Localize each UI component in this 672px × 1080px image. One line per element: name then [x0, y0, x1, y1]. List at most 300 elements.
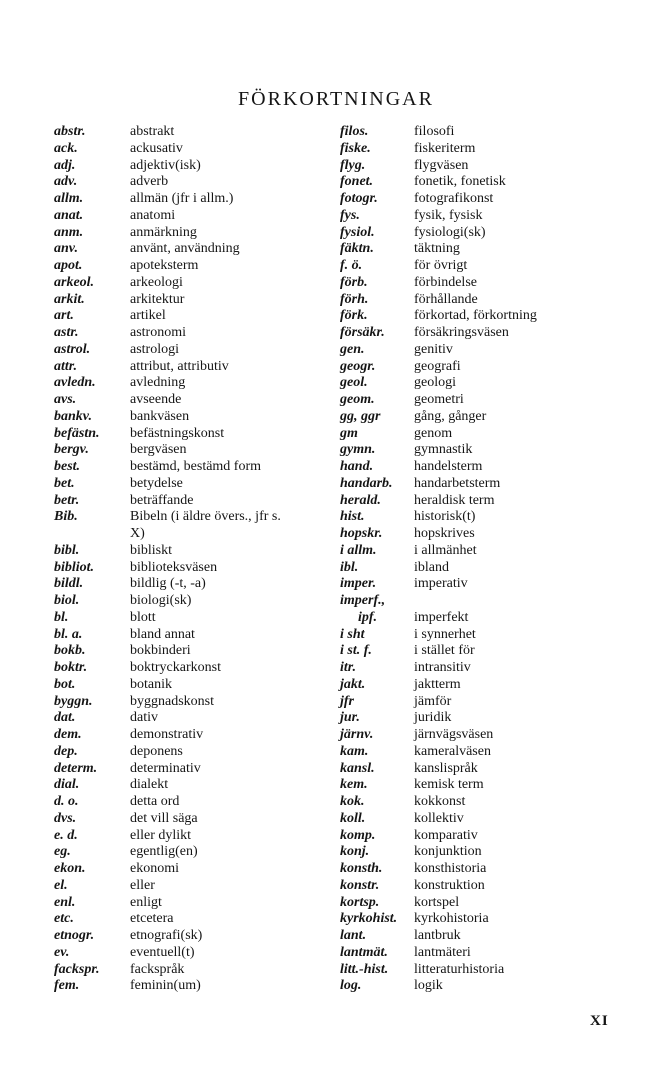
abbreviation-meaning: botanik [130, 676, 172, 692]
abbreviation-meaning: förkortad, förkortning [414, 308, 537, 324]
abbreviation-meaning: fiskeriterm [414, 140, 476, 156]
abbreviation-meaning: adverb [130, 174, 169, 190]
abbreviation: förh. [340, 291, 369, 307]
abbreviation-row [340, 962, 537, 979]
abbreviation-meaning: det vill säga [130, 810, 198, 826]
abbreviation-row [340, 727, 537, 744]
abbreviation-row [54, 878, 281, 895]
abbreviation: anv. [54, 241, 78, 257]
abbreviation: arkit. [54, 291, 85, 307]
abbreviation-meaning: bergväsen [130, 442, 187, 458]
abbreviation: jfr [340, 693, 354, 709]
abbreviation-meaning: heraldisk term [414, 492, 495, 508]
abbreviation-row [340, 258, 537, 275]
abbreviation: eg. [54, 844, 71, 860]
abbreviation-meaning: bankväsen [130, 408, 190, 424]
abbreviation-row [340, 761, 537, 778]
abbreviation-meaning: lantbruk [414, 928, 461, 943]
abbreviation: järnv. [340, 727, 374, 742]
abbreviation-meaning: kemisk term [414, 777, 484, 793]
abbreviation: log. [340, 978, 362, 994]
abbreviation: fys. [340, 207, 360, 223]
abbreviation-meaning: boktryckarkonst [130, 660, 221, 675]
abbreviation-meaning: konstruktion [414, 877, 485, 893]
abbreviation: gymn. [340, 442, 376, 458]
abbreviation: hand. [340, 459, 374, 474]
abbreviation-meaning: determinativ [130, 760, 201, 776]
abbreviation: konj. [340, 844, 370, 860]
abbreviation-row [54, 744, 281, 761]
abbreviation: d. o. [54, 794, 79, 809]
abbreviation: geol. [340, 375, 368, 391]
abbreviation-meaning: eller [130, 877, 155, 893]
abbreviation-meaning: bokbinderi [130, 643, 191, 659]
abbreviation-row [340, 861, 537, 878]
abbreviation: gen. [340, 341, 365, 357]
abbreviation-meaning: biologi(sk) [130, 593, 192, 608]
abbreviation: gg, ggr [340, 408, 381, 424]
abbreviation-row [340, 292, 537, 309]
abbreviation-meaning: anmärkning [130, 224, 197, 240]
abbreviation: i allm. [340, 542, 377, 558]
abbreviation-row [54, 392, 281, 409]
abbreviation-meaning: bland annat [130, 626, 195, 642]
abbreviation: jur. [340, 710, 360, 726]
abbreviation-row [340, 593, 537, 610]
abbreviation-row [54, 275, 281, 292]
abbreviation-row [340, 627, 537, 644]
abbreviation-meaning: handelsterm [414, 459, 483, 474]
abbreviation-meaning: genitiv [414, 341, 453, 357]
abbreviation-meaning: kollektiv [414, 810, 464, 826]
abbreviation-meaning: juridik [414, 710, 452, 726]
abbreviation-meaning: ackusativ [130, 140, 183, 156]
abbreviation-meaning: imperativ [414, 576, 468, 592]
abbreviation-meaning: beträffande [130, 492, 194, 508]
abbreviation-meaning: litteraturhistoria [414, 961, 505, 977]
abbreviation: dep. [54, 743, 78, 759]
abbreviation-row [54, 308, 281, 325]
abbreviation-meaning: intransitiv [414, 660, 471, 675]
abbreviation: fysiol. [340, 224, 375, 240]
abbreviation: kansl. [340, 760, 375, 776]
abbreviation-meaning: byggnadskonst [130, 693, 214, 709]
abbreviation-row [340, 342, 537, 359]
abbreviation-meaning: fotografikonst [414, 191, 494, 206]
abbreviation-row [340, 426, 537, 443]
abbreviation-row [54, 325, 281, 342]
abbreviation-meaning: fysik, fysisk [414, 207, 483, 223]
abbreviation: art. [54, 308, 74, 324]
abbreviation: fäktn. [340, 241, 374, 257]
abbreviation: imper. [340, 576, 377, 592]
abbreviation: fonet. [340, 174, 374, 190]
abbreviation: i sht [340, 626, 365, 642]
abbreviation-meaning: fysiologi(sk) [414, 224, 486, 240]
abbreviation-meaning: etnografi(sk) [130, 928, 203, 943]
abbreviation-row [340, 208, 537, 225]
abbreviation: i st. f. [340, 643, 372, 659]
abbreviation-row [54, 375, 281, 392]
abbreviation-meaning: allmän (jfr i allm.) [130, 191, 234, 206]
abbreviation: kok. [340, 794, 365, 809]
abbreviation-row [54, 241, 281, 258]
abbreviation-row [54, 409, 281, 426]
abbreviation-row [340, 794, 537, 811]
abbreviation-meaning: astronomi [130, 325, 186, 340]
abbreviation: el. [54, 877, 68, 893]
abbreviation-row [340, 643, 537, 660]
abbreviation: allm. [54, 191, 84, 206]
abbreviation: gm [340, 425, 358, 441]
abbreviation-meaning: historisk(t) [414, 509, 476, 525]
abbreviation-meaning: ekonomi [130, 861, 179, 876]
abbreviation-meaning: i synnerhet [414, 626, 476, 642]
abbreviation: arkeol. [54, 274, 95, 290]
abbreviation-row [54, 258, 281, 275]
abbreviation-row [340, 174, 537, 191]
page-title: FÖRKORTNINGAR [238, 88, 434, 110]
abbreviation-row [54, 174, 281, 191]
abbreviation: förb. [340, 274, 368, 290]
abbreviation-meaning: arkeologi [130, 274, 183, 290]
abbreviation: bet. [54, 475, 75, 491]
abbreviation-row [54, 593, 281, 610]
abbreviation-meaning: fonetik, fonetisk [414, 174, 506, 190]
abbreviation: komp. [340, 827, 376, 843]
abbreviation: förk. [340, 308, 368, 324]
abbreviation-row [340, 811, 537, 828]
abbreviation-meaning: genom [414, 425, 453, 441]
abbreviation-meaning: lantmäteri [414, 944, 471, 960]
abbreviation-row [340, 610, 537, 627]
abbreviation-meaning: dativ [130, 710, 158, 726]
abbreviation: koll. [340, 810, 366, 826]
abbreviation-row [340, 375, 537, 392]
abbreviation-row [340, 660, 537, 677]
abbreviation-row [340, 844, 537, 861]
abbreviation-row [54, 141, 281, 158]
abbreviation-meaning: för övrigt [414, 258, 468, 273]
abbreviation: handarb. [340, 475, 393, 491]
abbreviation-row [54, 459, 281, 476]
abbreviation-row [340, 677, 537, 694]
abbreviation: fem. [54, 978, 80, 994]
abbreviation-row [340, 560, 537, 577]
abbreviation-meaning: jaktterm [414, 676, 461, 692]
abbreviation-row [54, 828, 281, 845]
abbreviation-meaning: jämför [414, 693, 452, 709]
abbreviation-row [54, 962, 281, 979]
abbreviation-meaning: eller dylikt [130, 827, 192, 843]
abbreviation: bl. a. [54, 626, 83, 642]
abbreviation: bibl. [54, 542, 80, 558]
abbreviation: boktr. [54, 660, 88, 675]
abbreviation-row [54, 476, 281, 493]
abbreviation-row [54, 191, 281, 208]
abbreviation-meaning: använt, användning [130, 241, 240, 257]
abbreviation: e. d. [54, 827, 78, 843]
abbreviation-meaning: bildlig (-t, -a) [130, 576, 206, 592]
abbreviation-meaning: flygväsen [414, 157, 469, 173]
abbreviation-meaning: konjunktion [414, 844, 482, 860]
abbreviation: bildl. [54, 576, 84, 592]
abbreviation-row [340, 744, 537, 761]
abbreviation-row [340, 141, 537, 158]
abbreviation: byggn. [54, 693, 93, 709]
abbreviation: bot. [54, 676, 76, 692]
abbreviation: befästn. [54, 425, 100, 441]
abbreviation: ack. [54, 140, 78, 156]
abbreviation-row [54, 777, 281, 794]
abbreviation-row [340, 878, 537, 895]
abbreviation: lant. [340, 928, 367, 943]
abbreviation: enl. [54, 894, 76, 910]
abbreviation-meaning: kortspel [414, 894, 460, 910]
abbreviation: dial. [54, 777, 80, 793]
abbreviation-row [54, 509, 281, 526]
abbreviation-row [54, 225, 281, 242]
abbreviation-row [54, 794, 281, 811]
abbreviation-meaning: detta ord [130, 794, 180, 809]
abbreviation-row [54, 811, 281, 828]
abbreviation-row [340, 392, 537, 409]
abbreviation-row [340, 191, 537, 208]
abbreviation-row [340, 978, 537, 995]
abbreviation-meaning: betydelse [130, 475, 183, 491]
abbreviation-meaning: eventuell(t) [130, 944, 195, 960]
abbreviation-row [54, 844, 281, 861]
abbreviation: dem. [54, 727, 82, 742]
abbreviation-meaning: förhållande [414, 291, 478, 307]
abbreviation-row [54, 426, 281, 443]
abbreviation-row [340, 442, 537, 459]
abbreviation: betr. [54, 492, 80, 508]
abbreviation-meaning: kyrkohistoria [414, 911, 489, 927]
abbreviation-meaning: feminin(um) [130, 978, 201, 994]
abbreviation-meaning: astrologi [130, 341, 179, 357]
abbreviation-meaning: hopskrives [414, 526, 475, 541]
abbreviation-row [54, 526, 281, 543]
abbreviation-meaning: egentlig(en) [130, 844, 198, 860]
abbreviation: imperf., [340, 593, 386, 608]
abbreviation-meaning: förbindelse [414, 274, 477, 290]
abbreviation: attr. [54, 358, 77, 374]
abbreviation: ev. [54, 944, 70, 960]
abbreviation-row [340, 124, 537, 141]
abbreviation-row [340, 911, 537, 928]
abbreviation: apot. [54, 258, 83, 273]
abbreviation-row [54, 493, 281, 510]
abbreviation-row [340, 509, 537, 526]
abbreviation-meaning: geografi [414, 358, 461, 374]
abbreviation-meaning: filosofi [414, 124, 455, 139]
abbreviation: kyrkohist. [340, 911, 398, 927]
abbreviation-meaning: järnvägsväsen [414, 727, 494, 742]
abbreviation-meaning: imperfekt [414, 609, 469, 625]
abbreviation-meaning: arkitektur [130, 291, 185, 307]
abbreviation-list-right [340, 124, 537, 995]
abbreviation-meaning: enligt [130, 894, 162, 910]
abbreviation: geogr. [340, 358, 376, 374]
abbreviation: dvs. [54, 810, 77, 826]
abbreviation-row [340, 694, 537, 711]
abbreviation-meaning: Bibeln (i äldre övers., jfr s. [130, 509, 281, 525]
abbreviation-meaning: X) [130, 526, 145, 541]
abbreviation: bankv. [54, 408, 92, 424]
abbreviation-meaning: konsthistoria [414, 861, 487, 876]
abbreviation-row [340, 526, 537, 543]
abbreviation-meaning: kanslispråk [414, 760, 478, 776]
abbreviation: geom. [340, 392, 375, 407]
abbreviation-meaning: gång, gånger [414, 408, 487, 424]
abbreviation-row [54, 761, 281, 778]
abbreviation-row [54, 660, 281, 677]
abbreviation-row [54, 978, 281, 995]
abbreviation-row [340, 543, 537, 560]
abbreviation-row [54, 694, 281, 711]
abbreviation-row [340, 895, 537, 912]
abbreviation-row [340, 945, 537, 962]
abbreviation: försäkr. [340, 325, 385, 340]
abbreviation-row [54, 895, 281, 912]
abbreviation-row [54, 945, 281, 962]
abbreviation-meaning: avseende [130, 392, 182, 407]
abbreviation-meaning: befästningskonst [130, 425, 225, 441]
abbreviation-row [340, 241, 537, 258]
abbreviation: etnogr. [54, 928, 95, 943]
abbreviation-meaning: geometri [414, 392, 464, 407]
abbreviation-meaning: kokkonst [414, 794, 466, 809]
abbreviation-meaning: abstrakt [130, 124, 175, 139]
abbreviation-row [54, 442, 281, 459]
abbreviation: fotogr. [340, 191, 378, 206]
abbreviation-row [54, 342, 281, 359]
abbreviation: abstr. [54, 124, 86, 139]
abbreviation-row [340, 576, 537, 593]
abbreviation-meaning: handarbetsterm [414, 475, 501, 491]
abbreviation-row [340, 928, 537, 945]
abbreviation-meaning: biblioteksväsen [130, 559, 218, 575]
abbreviation: etc. [54, 911, 74, 927]
abbreviation-meaning: logik [414, 978, 443, 994]
abbreviation-meaning: demonstrativ [130, 727, 204, 742]
abbreviation-row [340, 710, 537, 727]
abbreviation: kem. [340, 777, 368, 793]
abbreviation: adj. [54, 157, 76, 173]
abbreviation: itr. [340, 660, 356, 675]
abbreviation-row [54, 610, 281, 627]
page-number: XI [590, 1013, 609, 1029]
abbreviation-meaning: attribut, attributiv [130, 358, 229, 374]
abbreviation-row [54, 710, 281, 727]
abbreviation-meaning: komparativ [414, 827, 478, 843]
abbreviation-row [340, 777, 537, 794]
abbreviation-row [54, 359, 281, 376]
abbreviation-meaning: blott [130, 609, 156, 625]
abbreviation: lantmät. [340, 944, 388, 960]
abbreviation-row [340, 325, 537, 342]
abbreviation: bergv. [54, 442, 89, 458]
abbreviation-row [340, 409, 537, 426]
abbreviation-row [54, 727, 281, 744]
abbreviation-meaning: dialekt [130, 777, 169, 793]
abbreviation-row [54, 861, 281, 878]
abbreviation-meaning: deponens [130, 743, 183, 759]
abbreviation: f. ö. [340, 258, 363, 273]
abbreviation: anat. [54, 207, 84, 223]
abbreviation: avledn. [54, 375, 96, 391]
abbreviation: astrol. [54, 341, 91, 357]
abbreviation-row [340, 158, 537, 175]
abbreviation-row [54, 928, 281, 945]
abbreviation: bibliot. [54, 559, 95, 575]
abbreviation-row [54, 911, 281, 928]
abbreviation: litt.-hist. [340, 961, 389, 977]
abbreviation: fackspr. [54, 961, 100, 977]
abbreviation: hist. [340, 509, 365, 525]
abbreviation: ibl. [340, 559, 359, 575]
abbreviation-row [54, 677, 281, 694]
abbreviation: filos. [340, 124, 369, 139]
abbreviation-meaning: avledning [130, 375, 186, 391]
abbreviation: konstr. [340, 877, 380, 893]
abbreviation-meaning: artikel [130, 308, 166, 324]
abbreviation: fiske. [340, 140, 371, 156]
abbreviation: best. [54, 459, 81, 474]
abbreviation: bokb. [54, 643, 86, 659]
abbreviation-meaning: försäkringsväsen [414, 325, 509, 340]
abbreviation-row [340, 828, 537, 845]
abbreviation-meaning: kameralväsen [414, 743, 491, 759]
abbreviation: biol. [54, 593, 80, 608]
abbreviation-meaning: bestämd, bestämd form [130, 459, 262, 474]
abbreviation: avs. [54, 392, 77, 407]
abbreviation-meaning: täktning [414, 241, 460, 257]
abbreviation: ipf. [358, 609, 378, 625]
abbreviation-meaning: geologi [414, 375, 456, 391]
abbreviation: determ. [54, 760, 98, 776]
abbreviation-row [340, 275, 537, 292]
abbreviation: astr. [54, 325, 79, 340]
abbreviation: konsth. [340, 861, 383, 876]
abbreviation-row [54, 208, 281, 225]
abbreviation-list-left [54, 124, 281, 995]
abbreviation: jakt. [340, 676, 366, 692]
abbreviation-row [340, 359, 537, 376]
abbreviation-row [54, 576, 281, 593]
abbreviation: herald. [340, 492, 381, 508]
abbreviation: flyg. [340, 157, 366, 173]
abbreviation-meaning: apoteksterm [130, 258, 199, 273]
abbreviation-row [54, 124, 281, 141]
abbreviation: hopskr. [340, 526, 383, 541]
abbreviation-meaning: anatomi [130, 207, 176, 223]
abbreviation-meaning: i stället för [414, 643, 475, 659]
abbreviation-row [54, 158, 281, 175]
abbreviation: dat. [54, 710, 76, 726]
abbreviation: kortsp. [340, 894, 380, 910]
abbreviation-meaning: gymnastik [414, 442, 473, 458]
abbreviation: kam. [340, 743, 369, 759]
abbreviation-meaning: etcetera [130, 911, 174, 927]
abbreviation [54, 526, 130, 543]
abbreviation-meaning: ibland [414, 559, 449, 575]
abbreviation-meaning: bibliskt [130, 542, 173, 558]
abbreviation-row [340, 493, 537, 510]
abbreviation-meaning: adjektiv(isk) [130, 157, 201, 173]
abbreviation-row [54, 543, 281, 560]
